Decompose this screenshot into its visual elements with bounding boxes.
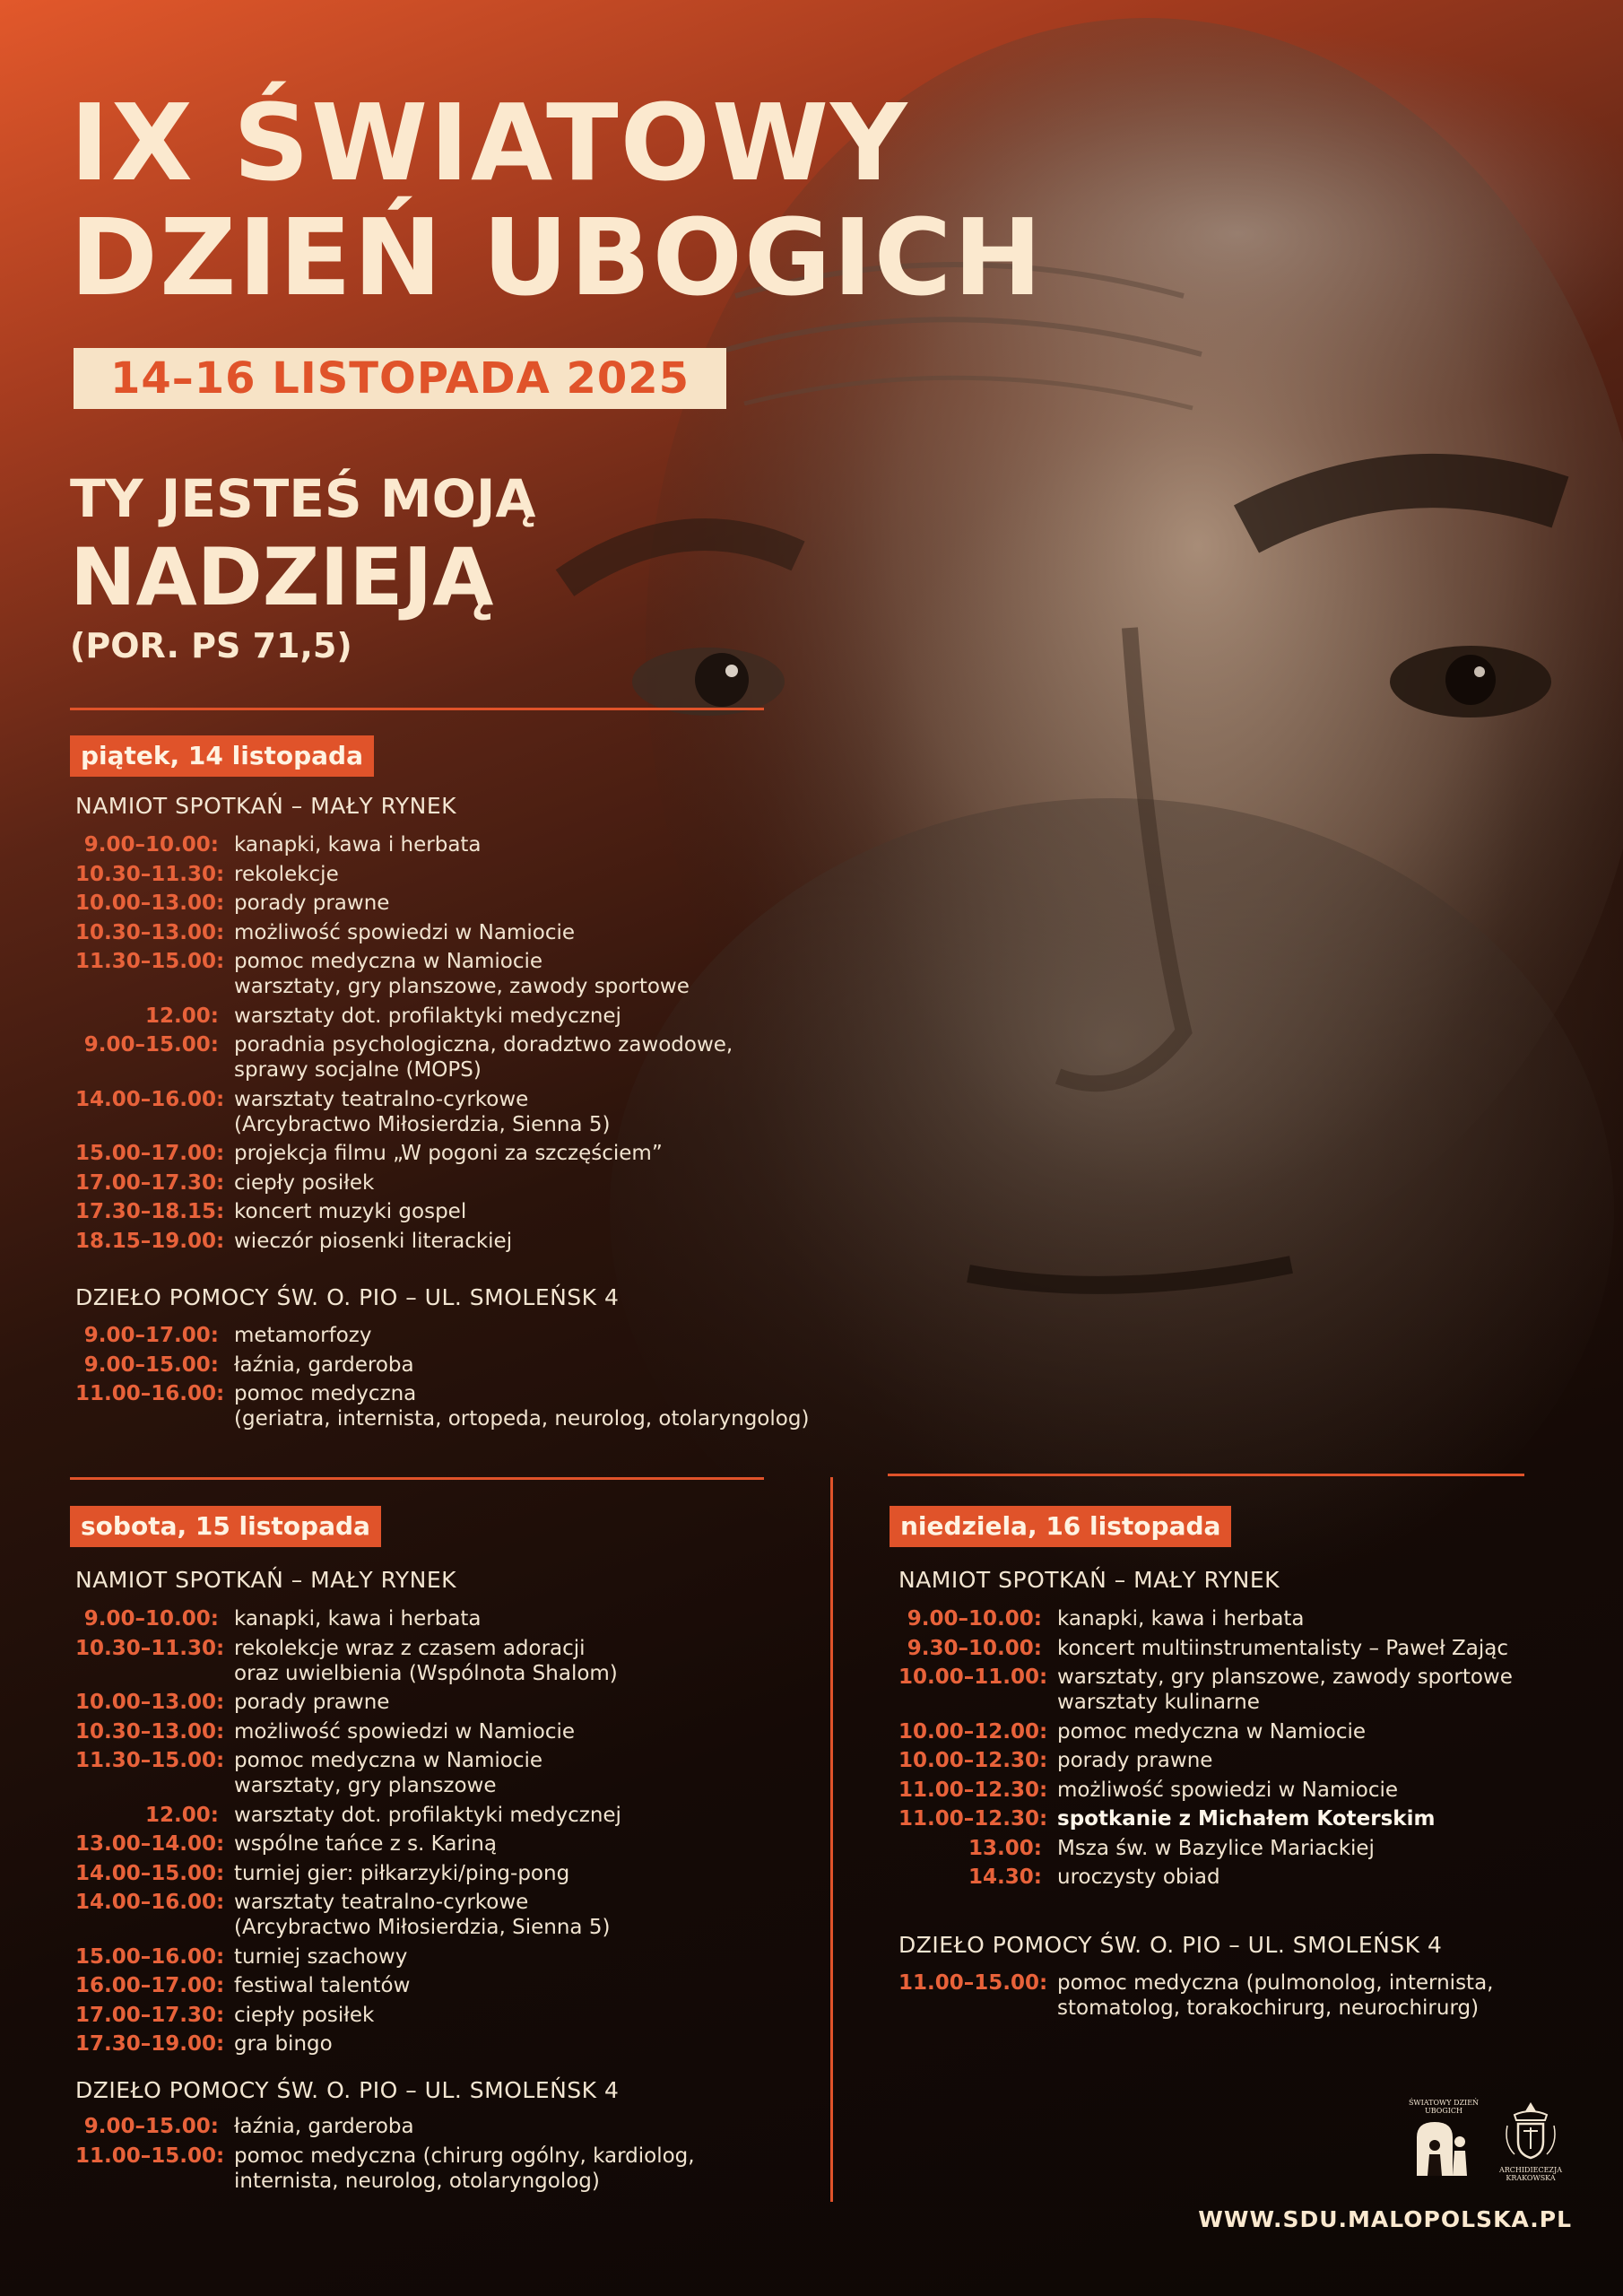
schedule-description-line: pomoc medyczna w Namiocie bbox=[234, 1749, 543, 1772]
date-banner bbox=[74, 348, 726, 409]
schedule-description-line: pomoc medyczna bbox=[234, 1382, 417, 1405]
schedule-time: 11.00–16.00: bbox=[75, 1382, 225, 1405]
schedule-row bbox=[75, 2114, 695, 2139]
schedule-description bbox=[1057, 1606, 1305, 1631]
friday-venue-tent: NAMIOT SPOTKAŃ – MAŁY RYNEK bbox=[75, 793, 457, 819]
schedule-description bbox=[1057, 1836, 1375, 1861]
schedule-time: 10.00–12.00: bbox=[898, 1719, 1048, 1744]
friday-tent-schedule bbox=[75, 832, 733, 1257]
sunday-label: niedziela, 16 listopada bbox=[890, 1506, 1231, 1547]
schedule-description-line: ciepły posiłek bbox=[234, 1170, 375, 1195]
schedule-description-line: możliwość spowiedzi w Namiocie bbox=[1057, 1778, 1399, 1802]
schedule-description-line: (Arcybractwo Miłosierdzia, Sienna 5) bbox=[234, 1916, 611, 1939]
schedule-description bbox=[234, 1199, 466, 1224]
schedule-row bbox=[75, 1973, 621, 1998]
schedule-description bbox=[234, 2003, 374, 2028]
schedule-row bbox=[75, 1323, 809, 1348]
schedule-row bbox=[898, 1806, 1513, 1831]
schedule-time: 17.00–17.30: bbox=[75, 1170, 225, 1195]
schedule-description bbox=[234, 949, 690, 999]
schedule-description-line: warsztaty dot. profilaktyki medycznej bbox=[234, 1803, 621, 1827]
saturday-pio-schedule bbox=[75, 2114, 695, 2197]
schedule-description bbox=[1057, 1778, 1398, 1803]
schedule-time: 12.00: bbox=[145, 1803, 219, 1827]
archdiocese-logo-text: ARCHIDIECEZJA KRAKOWSKA bbox=[1499, 2166, 1562, 2182]
schedule-time: 11.00–12.30: bbox=[898, 1807, 1048, 1831]
schedule-row bbox=[75, 2031, 621, 2057]
schedule-description-line: porady prawne bbox=[234, 1691, 390, 1714]
motto-line-1: TY JESTEŚ MOJĄ bbox=[70, 468, 536, 529]
schedule-description bbox=[234, 1861, 569, 1886]
schedule-description bbox=[234, 2114, 414, 2139]
schedule-row bbox=[75, 1141, 733, 1166]
sdu-logo-icon bbox=[1408, 2115, 1480, 2178]
schedule-row bbox=[75, 862, 733, 887]
schedule-description bbox=[234, 1803, 621, 1828]
schedule-description bbox=[234, 1690, 389, 1715]
schedule-row bbox=[75, 1861, 621, 1886]
friday-label: piątek, 14 listopada bbox=[70, 735, 374, 777]
schedule-description-line: uroczysty obiad bbox=[1057, 1866, 1220, 1889]
schedule-description-line: warsztaty teatralno-cyrkowe bbox=[234, 1087, 529, 1111]
schedule-description bbox=[234, 1636, 618, 1686]
schedule-description bbox=[234, 1944, 407, 1970]
sdu-logo-text: ŚWIATOWY DZIEŃ UBOGICH bbox=[1408, 2099, 1480, 2115]
schedule-description bbox=[234, 1890, 610, 1940]
schedule-time: 17.30–18.15: bbox=[75, 1200, 225, 1223]
motto-line-2: NADZIEJĄ bbox=[70, 531, 494, 623]
schedule-description-line: projekcja filmu „W pogoni za szczęściem” bbox=[234, 1142, 663, 1165]
saturday-tent-schedule bbox=[75, 1606, 621, 2061]
schedule-time: 17.30–19.00: bbox=[75, 2032, 225, 2056]
schedule-description-line: internista, neurolog, otolaryngolog) bbox=[234, 2169, 600, 2193]
schedule-time: 10.30–13.00: bbox=[75, 1719, 225, 1744]
schedule-time: 17.00–17.30: bbox=[75, 2003, 225, 2027]
schedule-row bbox=[75, 1004, 733, 1029]
schedule-description bbox=[234, 1719, 575, 1744]
archdiocese-crest-icon bbox=[1495, 2099, 1567, 2161]
title-line-1: IX ŚWIATOWY bbox=[70, 81, 909, 204]
schedule-description-line: wspólne tańce z s. Kariną bbox=[234, 1832, 497, 1856]
schedule-time: 11.30–15.00: bbox=[75, 1749, 225, 1772]
schedule-description bbox=[1057, 1865, 1220, 1890]
schedule-description bbox=[234, 1323, 371, 1348]
schedule-description bbox=[234, 1032, 733, 1083]
schedule-time: 14.00–16.00: bbox=[75, 1891, 225, 1914]
schedule-description-line: festiwal talentów bbox=[234, 1974, 411, 1997]
schedule-description bbox=[234, 1606, 482, 1631]
schedule-description bbox=[234, 2031, 333, 2057]
schedule-description-line: oraz uwielbienia (Wspólnota Shalom) bbox=[234, 1661, 618, 1685]
schedule-time: 14.00–16.00: bbox=[75, 1087, 225, 1111]
schedule-row bbox=[75, 1944, 621, 1970]
schedule-time: 13.00: bbox=[968, 1836, 1042, 1860]
schedule-description-line: pomoc medyczna w Namiocie bbox=[234, 950, 543, 973]
schedule-description-line: pomoc medyczna (pulmonolog, internista, bbox=[1057, 1971, 1494, 1995]
schedule-row bbox=[75, 1229, 733, 1254]
schedule-row bbox=[75, 1087, 733, 1137]
schedule-description-line: turniej gier: piłkarzyki/ping-pong bbox=[234, 1861, 570, 1885]
schedule-description bbox=[1057, 1636, 1508, 1661]
saturday-label: sobota, 15 listopada bbox=[70, 1506, 381, 1547]
schedule-time: 11.00–12.30: bbox=[898, 1778, 1048, 1802]
schedule-row bbox=[898, 1665, 1513, 1715]
schedule-row bbox=[898, 1748, 1513, 1773]
schedule-description-line: metamorfozy bbox=[234, 1324, 372, 1347]
schedule-description-line: rekolekcje wraz z czasem adoracji bbox=[234, 1636, 586, 1660]
schedule-description bbox=[234, 1748, 542, 1798]
schedule-time: 10.00–13.00: bbox=[75, 1691, 225, 1714]
schedule-time: 10.30–11.30: bbox=[75, 1636, 225, 1660]
schedule-description bbox=[1057, 1665, 1513, 1715]
schedule-description-line: (Arcybractwo Miłosierdzia, Sienna 5) bbox=[234, 1112, 611, 1136]
schedule-description-line: koncert muzyki gospel bbox=[234, 1200, 467, 1223]
schedule-description-line: pomoc medyczna (chirurg ogólny, kardiolog, bbox=[234, 2144, 695, 2168]
schedule-row bbox=[75, 1831, 621, 1857]
schedule-description bbox=[1057, 1748, 1212, 1773]
schedule-row bbox=[75, 1199, 733, 1224]
schedule-row bbox=[75, 832, 733, 857]
schedule-description-line: możliwość spowiedzi w Namiocie bbox=[234, 1719, 576, 1744]
schedule-row bbox=[75, 1032, 733, 1083]
poster-title bbox=[70, 81, 1045, 319]
schedule-row bbox=[898, 1636, 1513, 1661]
friday-venue-pio: DZIEŁO POMOCY ŚW. O. PIO – UL. SMOLEŃSK 4 bbox=[75, 1284, 620, 1310]
sunday-venue-tent: NAMIOT SPOTKAŃ – MAŁY RYNEK bbox=[898, 1567, 1280, 1593]
saturday-venue-pio: DZIEŁO POMOCY ŚW. O. PIO – UL. SMOLEŃSK 4 bbox=[75, 2077, 620, 2103]
schedule-description bbox=[234, 1229, 512, 1254]
schedule-row bbox=[75, 1719, 621, 1744]
schedule-time: 18.15–19.00: bbox=[75, 1229, 225, 1253]
schedule-description-line: kanapki, kawa i herbata bbox=[234, 833, 482, 857]
schedule-description bbox=[234, 920, 575, 945]
schedule-row bbox=[75, 1748, 621, 1798]
column-divider bbox=[830, 1477, 833, 2202]
schedule-description bbox=[234, 2144, 695, 2194]
schedule-row bbox=[75, 891, 733, 916]
schedule-description-line: łaźnia, garderoba bbox=[234, 1352, 414, 1377]
sdu-logo bbox=[1408, 2099, 1480, 2182]
schedule-description-line: sprawy socjalne (MOPS) bbox=[234, 1058, 482, 1082]
schedule-time: 13.00–14.00: bbox=[75, 1832, 225, 1856]
schedule-row bbox=[898, 1606, 1513, 1631]
schedule-description-line: warsztaty teatralno-cyrkowe bbox=[234, 1891, 529, 1914]
schedule-time: 10.30–11.30: bbox=[75, 862, 225, 886]
schedule-time: 9.00–17.00: bbox=[83, 1324, 219, 1347]
schedule-description-line: warsztaty, gry planszowe, zawody sportowe bbox=[1057, 1665, 1513, 1689]
schedule-description bbox=[234, 1004, 621, 1029]
schedule-time: 10.00–12.30: bbox=[898, 1749, 1048, 1772]
archdiocese-logo bbox=[1495, 2099, 1567, 2182]
title-line-2: DZIEŃ UBOGICH bbox=[70, 196, 1045, 319]
schedule-time: 15.00–16.00: bbox=[75, 1944, 225, 1969]
schedule-description-line: poradnia psychologiczna, doradztwo zawodowe, bbox=[234, 1033, 733, 1057]
schedule-description bbox=[234, 1973, 410, 1998]
schedule-time: 9.00–10.00: bbox=[83, 1607, 219, 1631]
sunday-tent-schedule bbox=[898, 1606, 1513, 1894]
schedule-description bbox=[234, 891, 389, 916]
schedule-description-line: warsztaty, gry planszowe, zawody sportowe bbox=[234, 975, 690, 998]
motto-reference: (POR. PS 71,5) bbox=[70, 626, 352, 665]
schedule-description bbox=[234, 1141, 663, 1166]
schedule-time: 10.30–13.00: bbox=[75, 920, 225, 944]
schedule-row bbox=[75, 1636, 621, 1686]
saturday-venue-tent: NAMIOT SPOTKAŃ – MAŁY RYNEK bbox=[75, 1567, 457, 1593]
schedule-row bbox=[75, 2003, 621, 2028]
sunday-pio-schedule bbox=[898, 1970, 1493, 2025]
schedule-description-line: możliwość spowiedzi w Namiocie bbox=[234, 920, 576, 944]
schedule-row bbox=[75, 1352, 809, 1378]
schedule-description bbox=[234, 1831, 497, 1857]
schedule-time: 9.00–10.00: bbox=[83, 833, 219, 857]
schedule-description bbox=[1057, 1719, 1366, 1744]
schedule-description-line: kanapki, kawa i herbata bbox=[1057, 1607, 1305, 1631]
schedule-row bbox=[898, 1865, 1513, 1890]
schedule-description-line: Msza św. w Bazylice Mariackiej bbox=[1057, 1836, 1375, 1860]
schedule-description-line: porady prawne bbox=[234, 891, 390, 915]
event-dates: 14–16 LISTOPADA 2025 bbox=[109, 353, 690, 404]
schedule-row bbox=[898, 1719, 1513, 1744]
schedule-description-line: warsztaty, gry planszowe bbox=[234, 1774, 497, 1797]
schedule-time: 16.00–17.00: bbox=[75, 1974, 225, 1997]
schedule-description-line: wieczór piosenki literackiej bbox=[234, 1229, 513, 1253]
schedule-description bbox=[234, 1352, 414, 1378]
schedule-time: 11.30–15.00: bbox=[75, 950, 225, 973]
schedule-description bbox=[234, 1170, 374, 1196]
schedule-time: 15.00–17.00: bbox=[75, 1142, 225, 1165]
schedule-description-line: warsztaty dot. profilaktyki medycznej bbox=[234, 1004, 621, 1028]
schedule-time: 9.00–15.00: bbox=[83, 2115, 219, 2138]
schedule-description-line: ciepły posiłek bbox=[234, 2003, 375, 2027]
schedule-description-line: spotkanie z Michałem Koterskim bbox=[1057, 1807, 1436, 1831]
schedule-description-line: koncert multiinstrumentalisty – Paweł Zając bbox=[1057, 1636, 1508, 1660]
schedule-description-line: turniej szachowy bbox=[234, 1944, 408, 1969]
schedule-row bbox=[75, 2144, 695, 2194]
schedule-description bbox=[234, 1087, 610, 1137]
friday-pio-schedule bbox=[75, 1323, 809, 1436]
schedule-description bbox=[1057, 1806, 1435, 1831]
schedule-row bbox=[75, 920, 733, 945]
schedule-time: 14.30: bbox=[968, 1866, 1042, 1889]
schedule-description bbox=[234, 1381, 809, 1431]
schedule-row bbox=[898, 1778, 1513, 1803]
schedule-time: 12.00: bbox=[145, 1004, 219, 1028]
schedule-description bbox=[234, 832, 482, 857]
schedule-time: 10.00–13.00: bbox=[75, 891, 225, 915]
schedule-description-line: kanapki, kawa i herbata bbox=[234, 1607, 482, 1631]
saturday-divider bbox=[70, 1477, 764, 1480]
schedule-description-line: porady prawne bbox=[1057, 1749, 1213, 1772]
schedule-row bbox=[75, 1690, 621, 1715]
schedule-time: 9.30–10.00: bbox=[907, 1636, 1042, 1660]
schedule-time: 14.00–15.00: bbox=[75, 1861, 225, 1885]
schedule-row bbox=[75, 1803, 621, 1828]
schedule-time: 9.00–15.00: bbox=[83, 1352, 219, 1377]
schedule-time: 9.00–10.00: bbox=[907, 1607, 1042, 1631]
schedule-description bbox=[234, 862, 339, 887]
schedule-description-line: (geriatra, internista, ortopeda, neurolog, otolaryngolog) bbox=[234, 1407, 810, 1431]
schedule-row bbox=[75, 1606, 621, 1631]
schedule-time: 9.00–15.00: bbox=[83, 1033, 219, 1057]
schedule-time: 11.00–15.00: bbox=[75, 2144, 225, 2168]
schedule-row bbox=[75, 949, 733, 999]
friday-divider bbox=[70, 708, 764, 710]
schedule-description-line: warsztaty kulinarne bbox=[1057, 1691, 1260, 1714]
schedule-row bbox=[898, 1836, 1513, 1861]
website-link[interactable]: WWW.SDU.MALOPOLSKA.PL bbox=[1198, 2206, 1572, 2232]
schedule-description-line: pomoc medyczna w Namiocie bbox=[1057, 1719, 1367, 1744]
schedule-time: 10.00–11.00: bbox=[898, 1665, 1048, 1689]
schedule-time: 11.00–15.00: bbox=[898, 1971, 1048, 1995]
schedule-row bbox=[898, 1970, 1493, 2021]
schedule-description-line: stomatolog, torakochirurg, neurochirurg) bbox=[1057, 1996, 1480, 2020]
schedule-row bbox=[75, 1170, 733, 1196]
sunday-venue-pio: DZIEŁO POMOCY ŚW. O. PIO – UL. SMOLEŃSK 4 bbox=[898, 1932, 1443, 1958]
schedule-row bbox=[75, 1890, 621, 1940]
schedule-description-line: rekolekcje bbox=[234, 862, 339, 886]
schedule-description bbox=[1057, 1970, 1493, 2021]
schedule-description-line: łaźnia, garderoba bbox=[234, 2115, 414, 2138]
schedule-description-line: gra bingo bbox=[234, 2032, 333, 2056]
sunday-divider bbox=[888, 1474, 1524, 1476]
schedule-row bbox=[75, 1381, 809, 1431]
